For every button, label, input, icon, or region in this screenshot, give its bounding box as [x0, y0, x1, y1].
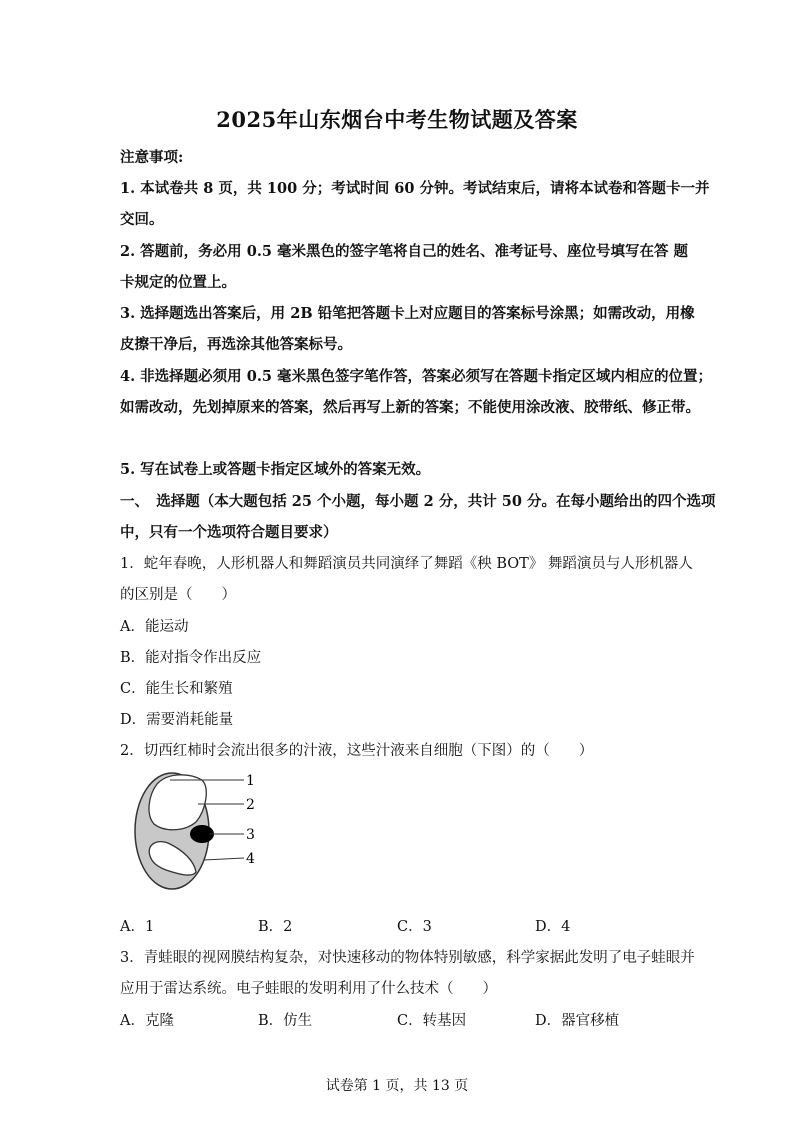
q1-option-c: C．能生长和繁殖: [120, 681, 233, 697]
q2-stem: 2．切西红柿时会流出很多的汁液，这些汁液来自细胞（下图）的（ ）: [120, 743, 594, 759]
notice-item-4-line-2: 如需改动，先划掉原来的答案，然后再写上新的答案；不能使用涂改液、胶带纸、修正带。: [120, 399, 700, 416]
q1-stem-line-1: 1．蛇年春晚，人形机器人和舞蹈演员共同演绎了舞蹈《秧 BOT》 舞蹈演员与人形机器人: [120, 556, 693, 572]
notice-item-1-line-2: 交回。: [120, 211, 164, 228]
q3-option-d: D．器官移植: [535, 1013, 620, 1029]
plant-cell-figure: [130, 768, 270, 898]
figure-label-4: 4: [246, 851, 255, 867]
q2-option-c: C．3: [397, 919, 432, 935]
cell-diagram: [130, 768, 270, 898]
q3-stem-line-1: 3．青蛙眼的视网膜结构复杂，对快速移动的物体特别敏感，科学家据此发明了电子蛙眼并: [120, 950, 695, 966]
q3-stem-line-2: 应用于雷达系统。电子蛙眼的发明利用了什么技术（ ）: [120, 981, 497, 997]
notice-item-3-line-1: 3. 选择题选出答案后，用 2B 铅笔把答题卡上对应题目的答案标号涂黑；如需改动，用橡: [120, 305, 695, 322]
page-title: 2025年山东烟台中考生物试题及答案: [216, 107, 578, 132]
notice-item-5: 5. 写在试卷上或答题卡指定区域外的答案无效。: [120, 461, 431, 478]
figure-label-1: 1: [246, 773, 255, 789]
figure-label-2: 2: [246, 797, 255, 813]
leader-line-4: [204, 858, 244, 860]
q3-option-a: A．克隆: [120, 1013, 174, 1029]
q1-option-b: B．能对指令作出反应: [120, 650, 262, 666]
notice-heading: 注意事项:: [120, 149, 184, 166]
section-heading-line-1: 一、 选择题（本大题包括 25 个小题，每小题 2 分，共计 50 分。在每小题给出的四个选项: [120, 493, 716, 510]
notice-item-3-line-2: 皮擦干净后，再选涂其他答案标号。: [120, 336, 352, 353]
q2-option-d: D．4: [535, 919, 571, 935]
q1-option-a: A．能运动: [120, 619, 189, 635]
q2-option-b: B．2: [258, 919, 293, 935]
notice-item-1-line-1: 1. 本试卷共 8 页，共 100 分；考试时间 60 分钟。考试结束后，请将本试卷和答题卡一并: [120, 180, 710, 197]
q3-option-c: C．转基因: [397, 1013, 467, 1029]
page-footer: 试卷第 1 页，共 13 页: [325, 1078, 469, 1094]
q3-option-b: B．仿生: [258, 1013, 313, 1029]
notice-item-2-line-1: 2. 答题前，务必用 0.5 毫米黑色的签字笔将自己的姓名、准考证号、座位号填写在答 题: [120, 243, 689, 260]
figure-label-3: 3: [246, 827, 255, 843]
q2-option-a: A．1: [120, 919, 155, 935]
section-heading-line-2: 中，只有一个选项符合题目要求）: [120, 524, 338, 541]
notice-item-2-line-2: 卡规定的位置上。: [120, 274, 236, 291]
notice-item-4-line-1: 4. 非选择题必须用 0.5 毫米黑色签字笔作答，答案必须写在答题卡指定区域内相应的位置；: [120, 368, 713, 385]
q1-option-d: D．需要消耗能量: [120, 712, 234, 728]
q1-stem-line-2: 的区别是（ ）: [120, 587, 236, 603]
